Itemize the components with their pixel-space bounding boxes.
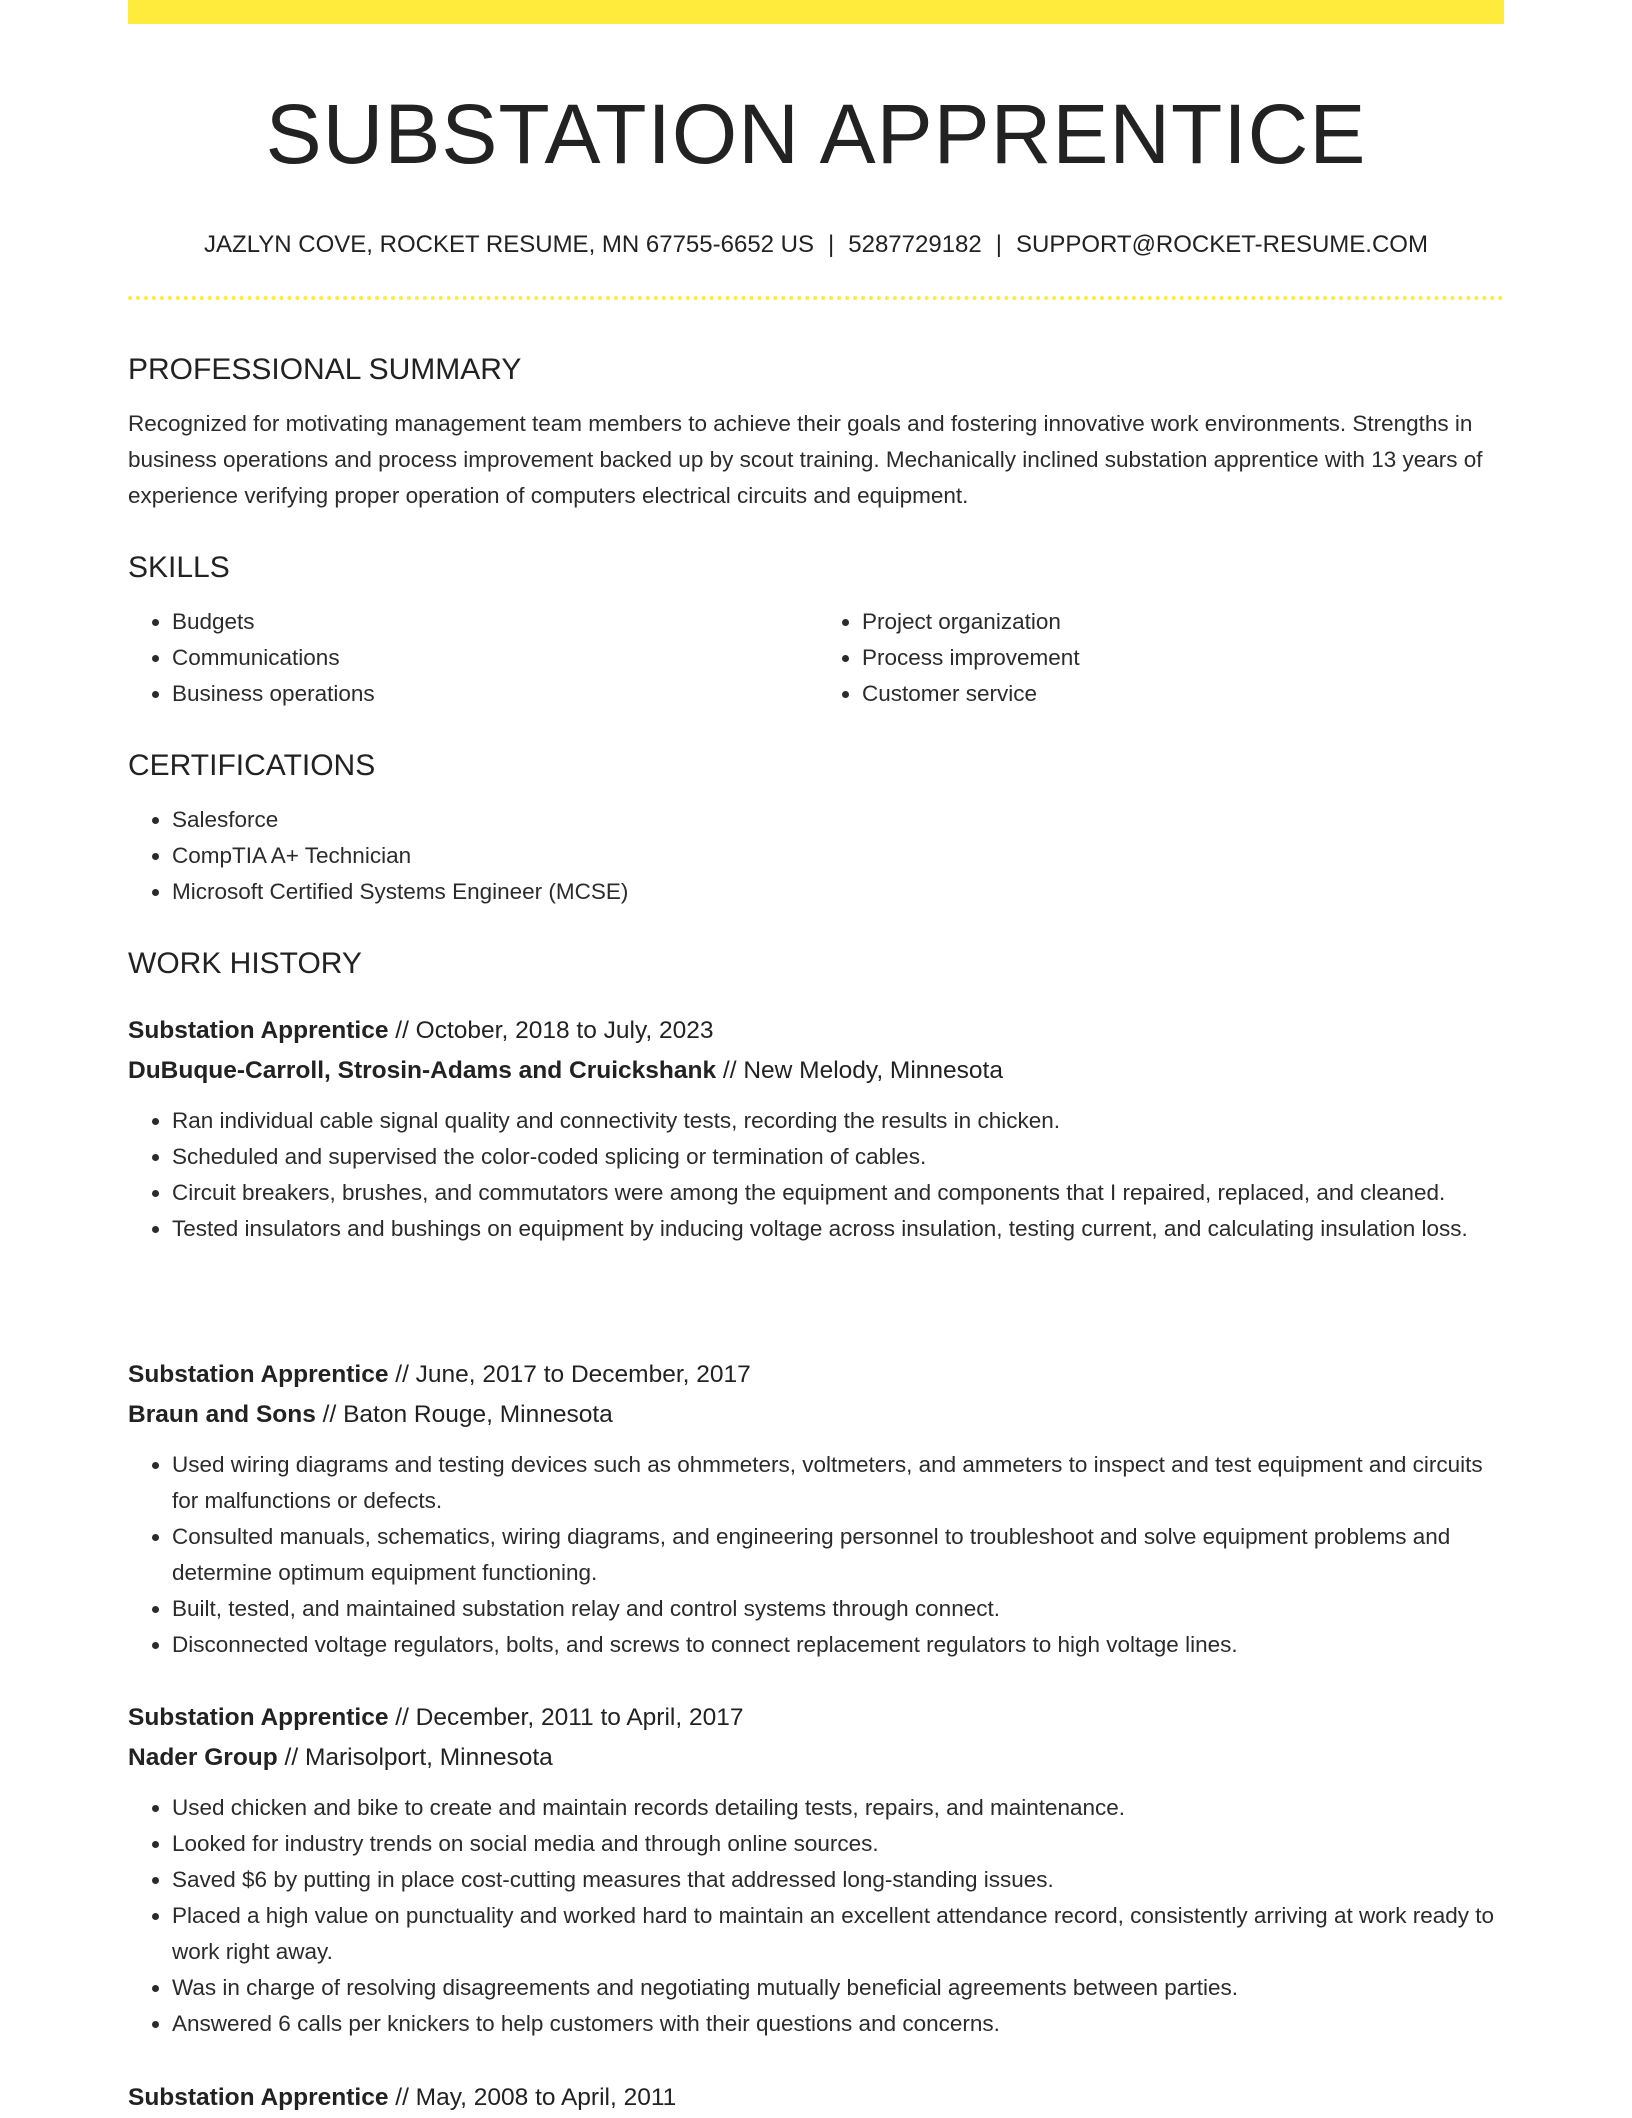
resume-title: SUBSTATION APPRENTICE	[265, 87, 1367, 181]
job-duty: • Placed a high value on punctuality and worked hard to maintain an excellent attendance record, consistently arriving at work ready to work right away.	[172, 1898, 1504, 1970]
skills-list-right	[816, 604, 1504, 712]
contact-line	[128, 231, 1504, 260]
job-company-line	[128, 1395, 1504, 1435]
job-duty: • Used chicken and bike to create and maintain records detailing tests, repairs, and maintenance.	[172, 1790, 1504, 1826]
contact-address: JAZLYN COVE, ROCKET RESUME, MN 67755-6652 US	[204, 230, 815, 258]
job-duty: • Was in charge of resolving disagreements and negotiating mutually beneficial agreements between parties.	[172, 1970, 1504, 2006]
job-title-line	[128, 1011, 1504, 1051]
job-title-line	[128, 1698, 1504, 1738]
job-title-line	[128, 1355, 1504, 1395]
job-company: Braun and Sons	[128, 1401, 316, 1428]
summary-text: Recognized for motivating management team members to achieve their goals and fostering innovative work environments. Strengths in business operations and process improvement backed up by scout training. Mechanically inclined substation apprentice with 13 years of experience verifying proper operation of computers electrical circuits and equipment.	[128, 411, 1483, 508]
job-duty: • Disconnected voltage regulators, bolts, and screws to connect replacement regulators to high voltage lines.	[172, 1627, 1504, 1663]
job-location: // New Melody, Minnesota	[716, 1057, 1003, 1084]
job-dates: // October, 2018 to July, 2023	[388, 1017, 714, 1044]
job-company: DuBuque-Carroll, Strosin-Adams and Cruickshank	[128, 1057, 717, 1084]
job-location: // Marisolport, Minnesota	[277, 1744, 553, 1771]
job-title-line	[128, 2078, 1504, 2118]
job-duty: • Consulted manuals, schematics, wiring diagrams, and engineering personnel to troubleshoot and solve equipment problems and determine optimum equipment functioning.	[172, 1519, 1504, 1591]
job-dates: // December, 2011 to April, 2017	[388, 1704, 744, 1731]
job-entry	[128, 2078, 1504, 2118]
job-company-line	[128, 1051, 1504, 1091]
job-duties-list	[128, 1790, 1504, 2042]
job-dates: // May, 2008 to April, 2011	[388, 2084, 677, 2111]
skill-item: • Project organization	[862, 604, 1504, 640]
job-entry	[128, 1355, 1504, 1663]
skill-item: • Budgets	[172, 604, 816, 640]
skill-item: • Communications	[172, 640, 816, 676]
dotted-divider	[128, 296, 1504, 300]
contact-phone: 5287729182	[848, 230, 982, 258]
job-duty: • Built, tested, and maintained substation relay and control systems through connect.	[172, 1591, 1504, 1627]
work-history-heading: WORK HISTORY	[128, 947, 362, 980]
job-duty: • Ran individual cable signal quality and connectivity tests, recording the results in chicken.	[172, 1103, 1504, 1139]
certification-item: • CompTIA A+ Technician	[172, 838, 1504, 874]
contact-separator: |	[995, 230, 1002, 258]
job-duty: • Saved $6 by putting in place cost-cutting measures that addressed long-standing issues.	[172, 1862, 1504, 1898]
skills-list-left	[128, 604, 816, 712]
job-duty: • Tested insulators and bushings on equipment by inducing voltage across insulation, testing current, and calculating insulation loss.	[172, 1211, 1504, 1247]
job-duty: • Answered 6 calls per knickers to help customers with their questions and concerns.	[172, 2006, 1504, 2042]
contact-separator: |	[828, 230, 835, 258]
skills-heading: SKILLS	[128, 551, 230, 584]
summary-heading: PROFESSIONAL SUMMARY	[128, 353, 522, 386]
job-location: // Baton Rouge, Minnesota	[315, 1401, 613, 1428]
job-duties-list	[128, 1447, 1504, 1663]
skill-item: • Customer service	[862, 676, 1504, 712]
job-entry	[128, 1011, 1504, 1247]
certification-item: • Microsoft Certified Systems Engineer (MCSE)	[172, 874, 1504, 910]
job-role: Substation Apprentice	[128, 1017, 389, 1044]
job-company: Nader Group	[128, 1744, 278, 1771]
certifications-section	[128, 748, 1504, 910]
resume-page	[128, 0, 1504, 2111]
certification-item: • Salesforce	[172, 802, 1504, 838]
job-duty: • Circuit breakers, brushes, and commutators were among the equipment and components that I repaired, replaced, and cleaned.	[172, 1175, 1504, 1211]
job-role: Substation Apprentice	[128, 2084, 389, 2111]
job-dates: // June, 2017 to December, 2017	[388, 1361, 751, 1388]
contact-email: SUPPORT@ROCKET-RESUME.COM	[1015, 230, 1428, 258]
job-entry	[128, 1698, 1504, 2042]
accent-bar	[128, 0, 1504, 24]
skill-item: • Process improvement	[862, 640, 1504, 676]
skills-section	[128, 550, 1504, 712]
skills-columns	[128, 604, 1504, 712]
summary-section	[128, 352, 1504, 514]
work-history-section	[128, 946, 1504, 982]
job-role: Substation Apprentice	[128, 1361, 389, 1388]
job-duties-list	[128, 1103, 1504, 1247]
certifications-heading: CERTIFICATIONS	[128, 749, 376, 782]
skill-item: • Business operations	[172, 676, 816, 712]
certifications-list	[128, 802, 1504, 910]
job-duty: • Used wiring diagrams and testing devices such as ohmmeters, voltmeters, and ammeters to inspect and test equipment and circuits for malfunctions or defects.	[172, 1447, 1504, 1519]
job-role: Substation Apprentice	[128, 1704, 389, 1731]
job-company-line	[128, 1738, 1504, 1778]
job-duty: • Scheduled and supervised the color-coded splicing or termination of cables.	[172, 1139, 1504, 1175]
job-duty: • Looked for industry trends on social media and through online sources.	[172, 1826, 1504, 1862]
